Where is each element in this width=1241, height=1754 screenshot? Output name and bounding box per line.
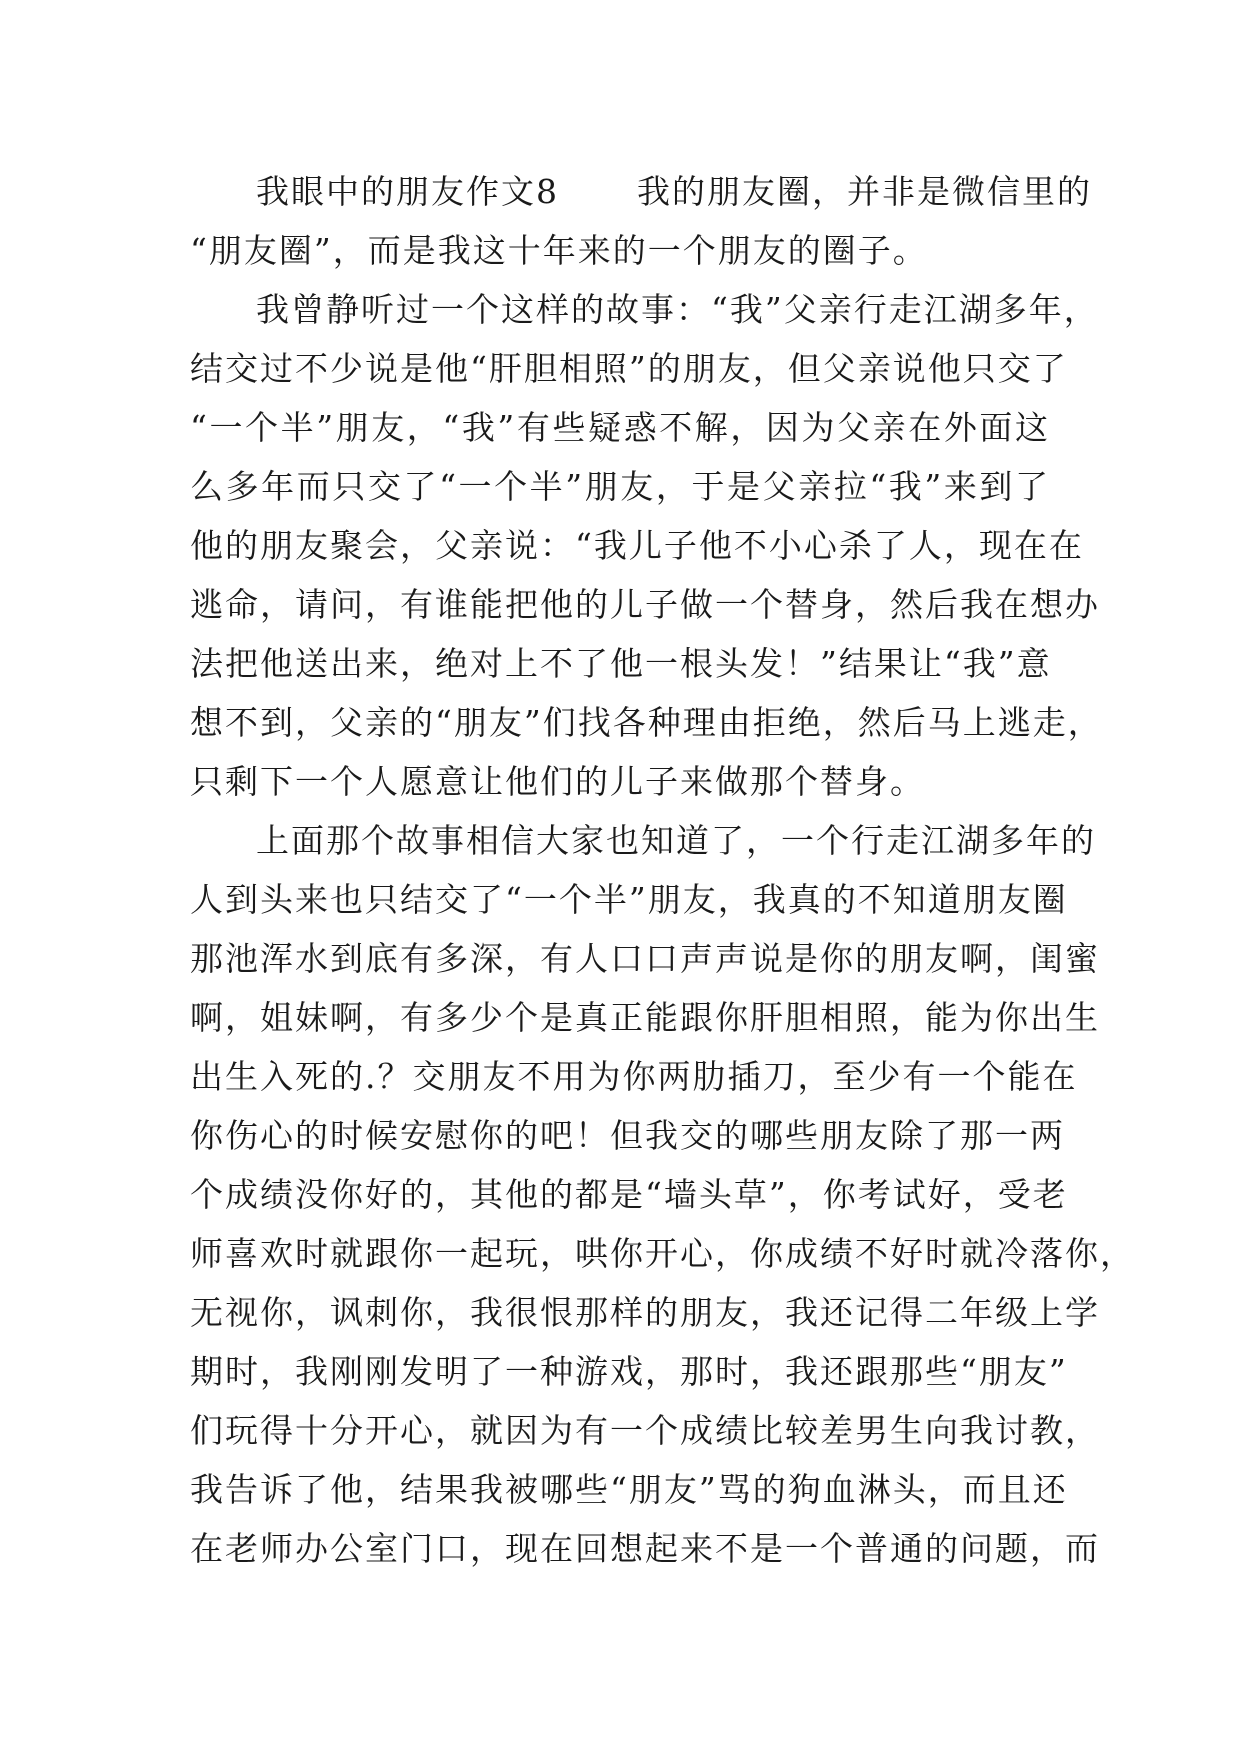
essay-text-line: 你伤心的时候安慰你的吧！但我交的哪些朋友除了那一两 xyxy=(190,1116,1065,1155)
essay-text-line: 期时，我刚刚发明了一种游戏，那时，我还跟那些“朋友” xyxy=(190,1352,1068,1391)
essay-text-line: 师喜欢时就跟你一起玩，哄你开心，你成绩不好时就冷落你， xyxy=(190,1234,1135,1273)
essay-text-line: 结交过不少说是他“肝胆相照”的朋友，但父亲说他只交了 xyxy=(190,349,1068,388)
essay-title-line xyxy=(190,162,1092,221)
essay-text-line: 啊，姐妹啊，有多少个是真正能跟你肝胆相照，能为你出生 xyxy=(190,998,1100,1037)
essay-text-line: 想不到，父亲的“朋友”们找各种理由拒绝，然后马上逃走， xyxy=(190,703,1103,742)
essay-text-line: 我告诉了他，结果我被哪些“朋友”骂的狗血淋头，而且还 xyxy=(190,1470,1068,1509)
essay-body xyxy=(190,162,1135,1578)
essay-text-line: 只剩下一个人愿意让他们的儿子来做那个替身。 xyxy=(190,762,925,801)
paragraph-first-line: 上面那个故事相信大家也知道了，一个行走江湖多年的 xyxy=(256,821,1096,860)
essay-title: 我眼中的朋友作文8 xyxy=(256,172,559,211)
paragraph-first-line: 我曾静听过一个这样的故事：“我”父亲行走江湖多年， xyxy=(256,290,1099,329)
essay-text-line: 人到头来也只结交了“一个半”朋友，我真的不知道朋友圈 xyxy=(190,880,1068,919)
essay-text-line: 我的朋友圈，并非是微信里的 xyxy=(637,172,1092,211)
essay-text-line: 那池浑水到底有多深，有人口口声声说是你的朋友啊，闺蜜 xyxy=(190,939,1100,978)
essay-text-line: 他的朋友聚会，父亲说：“我儿子他不小心杀了人，现在在 xyxy=(190,526,1084,565)
essay-text-line: 法把他送出来，绝对上不了他一根头发！”结果让“我”意 xyxy=(190,644,1052,683)
essay-text-line: 们玩得十分开心，就因为有一个成绩比较差男生向我讨教， xyxy=(190,1411,1100,1450)
essay-text-line: 个成绩没你好的，其他的都是“墙头草”，你考试好，受老 xyxy=(190,1175,1068,1214)
essay-text-line: 么多年而只交了“一个半”朋友，于是父亲拉“我”来到了 xyxy=(190,467,1050,506)
essay-text-line: 逃命，请问，有谁能把他的儿子做一个替身，然后我在想办 xyxy=(190,585,1100,624)
essay-text-line: “朋友圈”，而是我这十年来的一个朋友的圈子。 xyxy=(190,231,928,270)
essay-text-line: “一个半”朋友，“我”有些疑惑不解，因为父亲在外面这 xyxy=(190,408,1050,447)
essay-text-line: 在老师办公室门口，现在回想起来不是一个普通的问题，而 xyxy=(190,1529,1100,1568)
essay-text-line: 无视你，讽刺你，我很恨那样的朋友，我还记得二年级上学 xyxy=(190,1293,1100,1332)
essay-text-line: 出生入死的.？交朋友不用为你两肋插刀，至少有一个能在 xyxy=(190,1057,1078,1096)
